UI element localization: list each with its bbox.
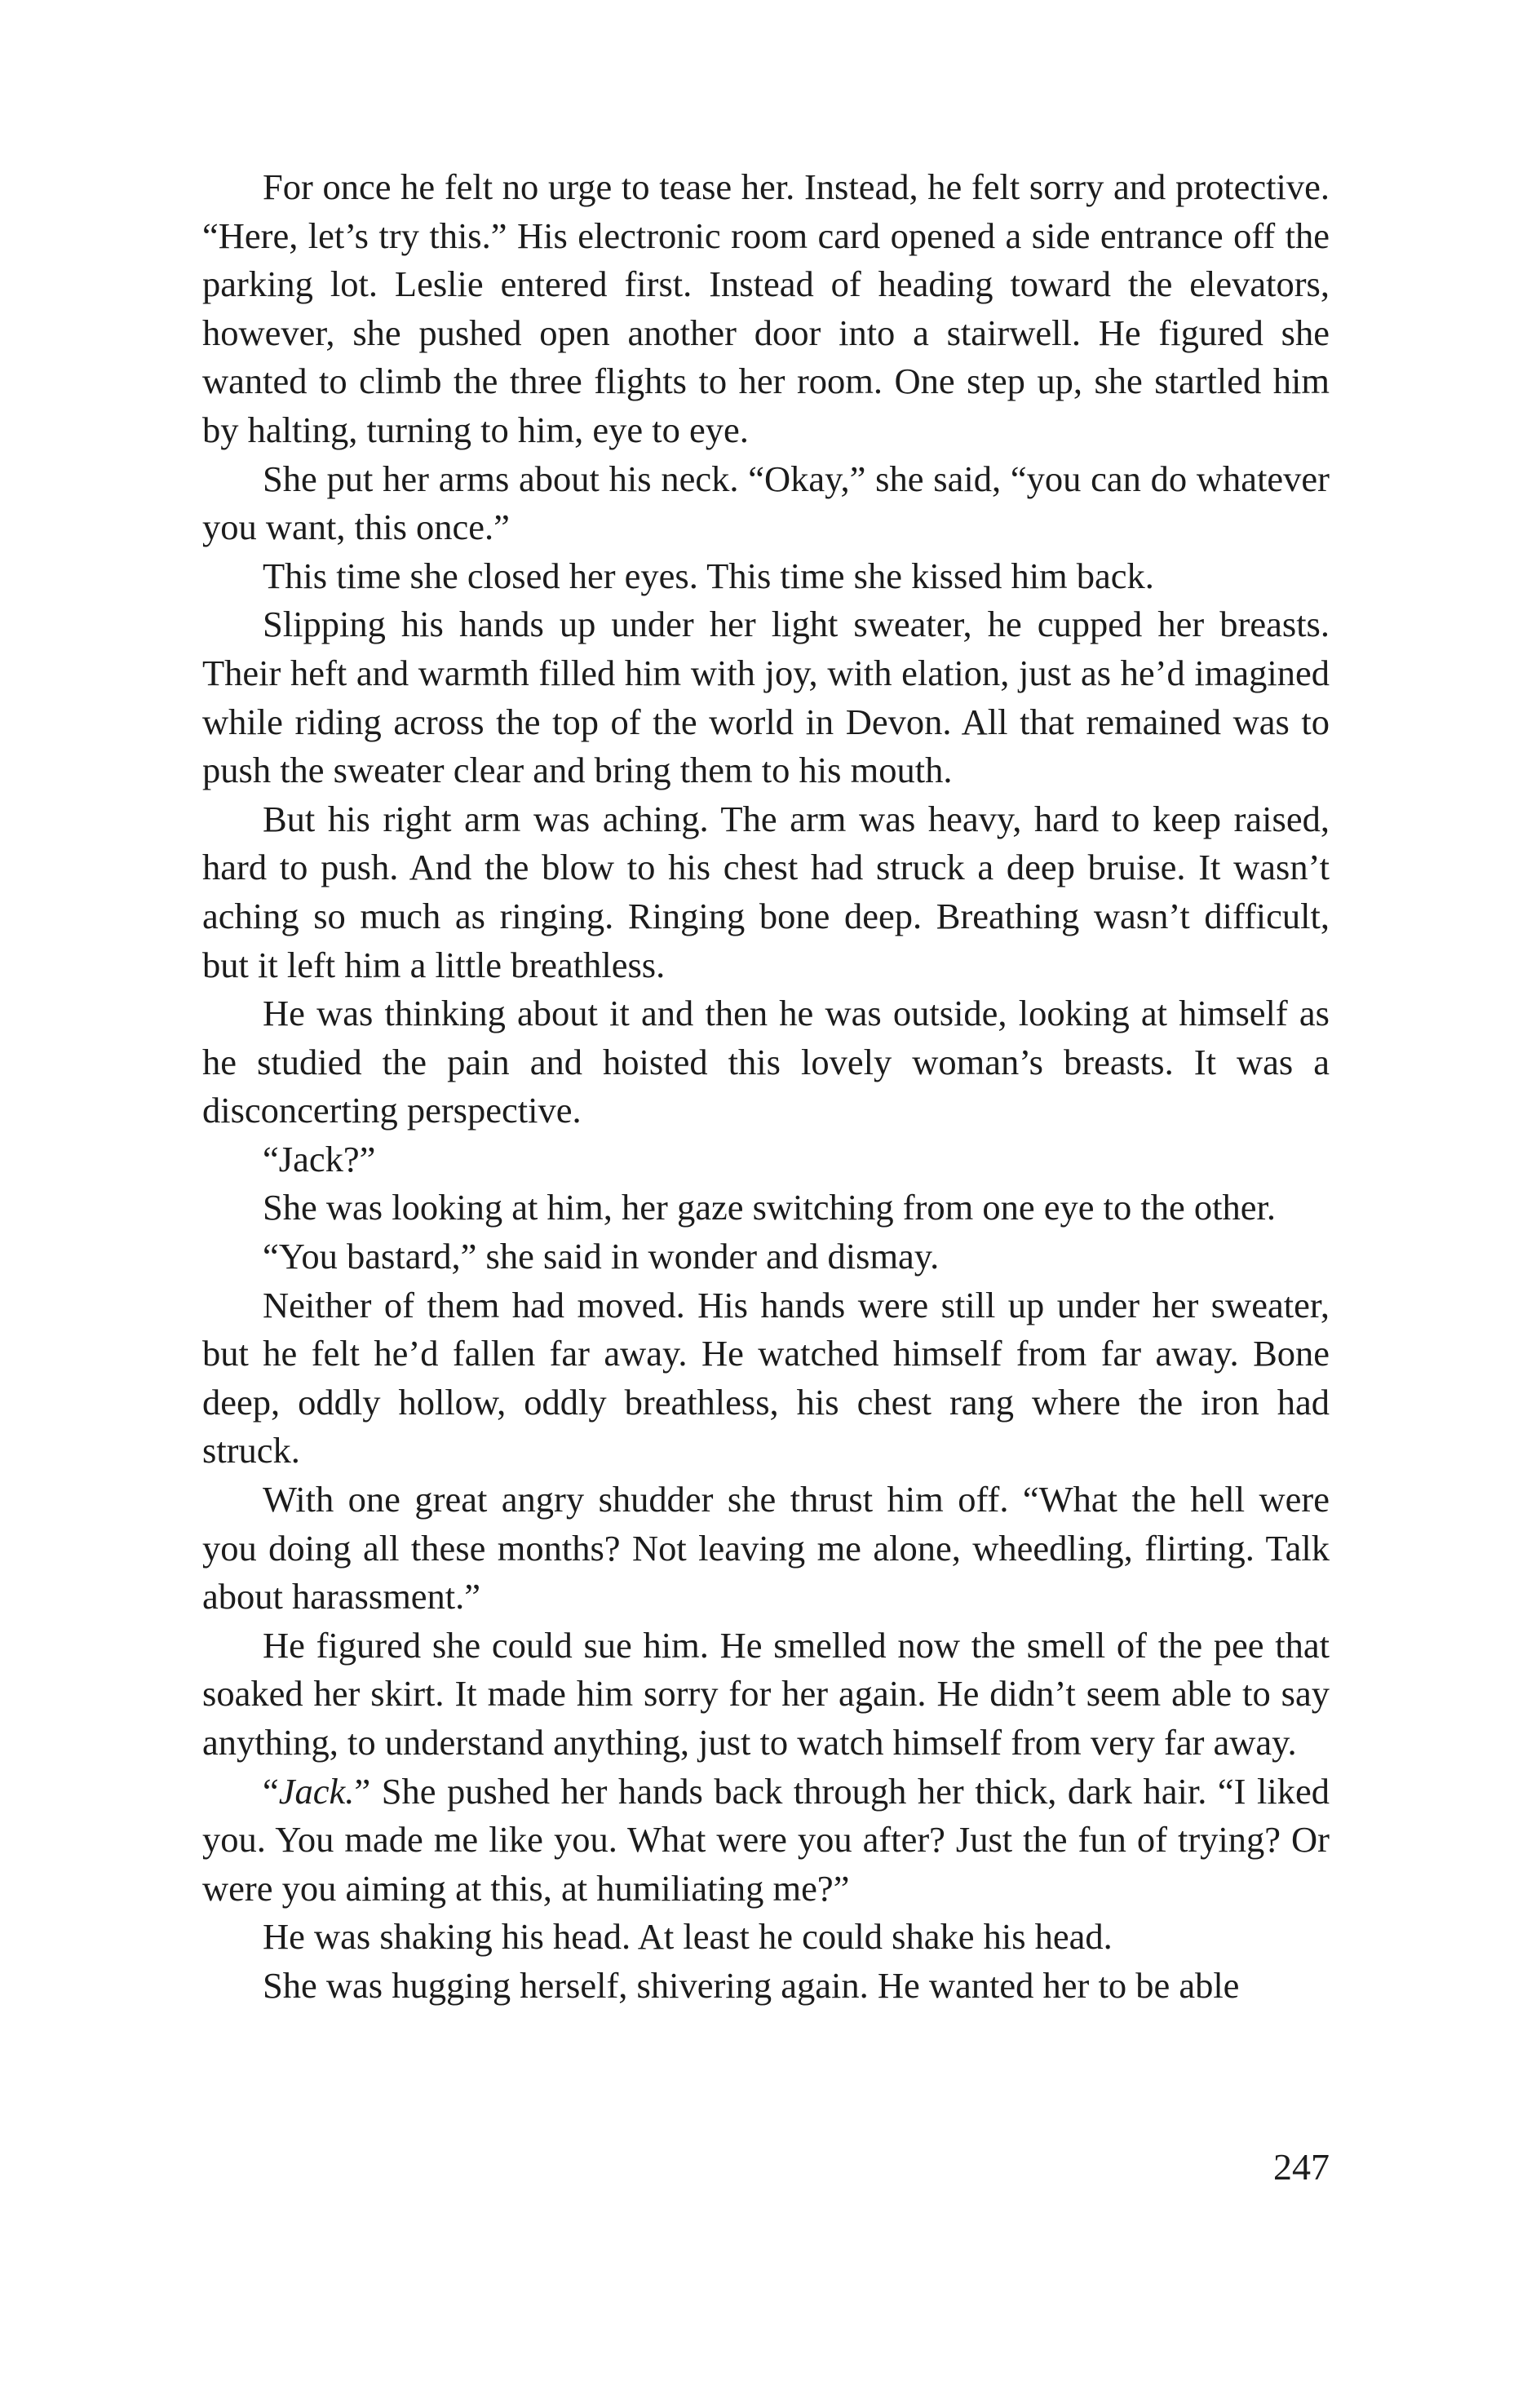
paragraph: He was shaking his head. At least he could shake his head. xyxy=(263,1916,1113,1958)
paragraph: Neither of them had moved. His hands were still up under her sweater, but he felt he’d fallen far away. He watched himself from far away. Bone deep, oddly hollow, oddly breathless, his chest rang where the iron had struck. xyxy=(202,1284,1330,1471)
page-number: 247 xyxy=(1273,2146,1330,2188)
paragraph: He figured she could sue him. He smelled now the smell of the pee that soaked her skirt. It made him sorry for her again. He didn’t seem able to say anything, to understand anything, just to watch himself from very far away. xyxy=(202,1624,1330,1763)
body-text xyxy=(202,163,1330,2011)
paragraph: For once he felt no urge to tease her. Instead, he felt sorry and protective. “Here, let’s try this.” His electronic room card opened a side entrance off the parking lot. Leslie entered first. Instead of heading toward the elevators, however, she pushed open another door into a stairwell. He figured she wanted to climb the three flights to her room. One step up, she startled him by halting, turning to him, eye to eye. xyxy=(202,166,1330,450)
paragraph-rest: ” She pushed her hands back through her thick, dark hair. “I liked you. You made me like you. What were you after? Just the fun of trying? Or were you aiming at this, at humiliating me?” xyxy=(202,1770,1330,1909)
paragraph: “You bastard,” she said in wonder and dismay. xyxy=(263,1236,940,1277)
paragraph: Slipping his hands up under her light sweater, he cupped her breasts. Their heft and warmth filled him with joy, with elation, just as he’d imagined while riding across the top of the world in Devon. All that remained was to push the sweater clear and bring them to his mouth. xyxy=(202,604,1330,791)
paragraph: With one great angry shudder she thrust him off. “What the hell were you doing all these months? Not leaving me alone, wheedling, flirting. Talk about harassment.” xyxy=(202,1479,1330,1617)
paragraph: She was hugging herself, shivering again. He wanted her to be able xyxy=(263,1964,1240,2006)
paragraph-jack xyxy=(202,1768,1330,1914)
paragraph: But his right arm was aching. The arm was heavy, hard to keep raised, hard to push. And the blow to his chest had struck a deep bruise. It wasn’t aching so much as ringing. Ringing bone deep. Breathing wasn’t difficult, but it left him a little breathless. xyxy=(202,798,1330,985)
paragraph: “Jack?” xyxy=(263,1138,376,1179)
paragraph: This time she closed her eyes. This time she kissed him back. xyxy=(263,555,1154,596)
paragraph: He was thinking about it and then he was outside, looking at himself as he studied the pain and hoisted this lovely woman’s breasts. It was a disconcerting perspective. xyxy=(202,993,1330,1131)
italic-name: Jack. xyxy=(278,1770,355,1812)
paragraph: She was looking at him, her gaze switching from one eye to the other. xyxy=(263,1187,1276,1228)
paragraph: She put her arms about his neck. “Okay,” she said, “you can do whatever you want, this once.” xyxy=(202,458,1330,548)
open-quote: “ xyxy=(263,1770,279,1812)
